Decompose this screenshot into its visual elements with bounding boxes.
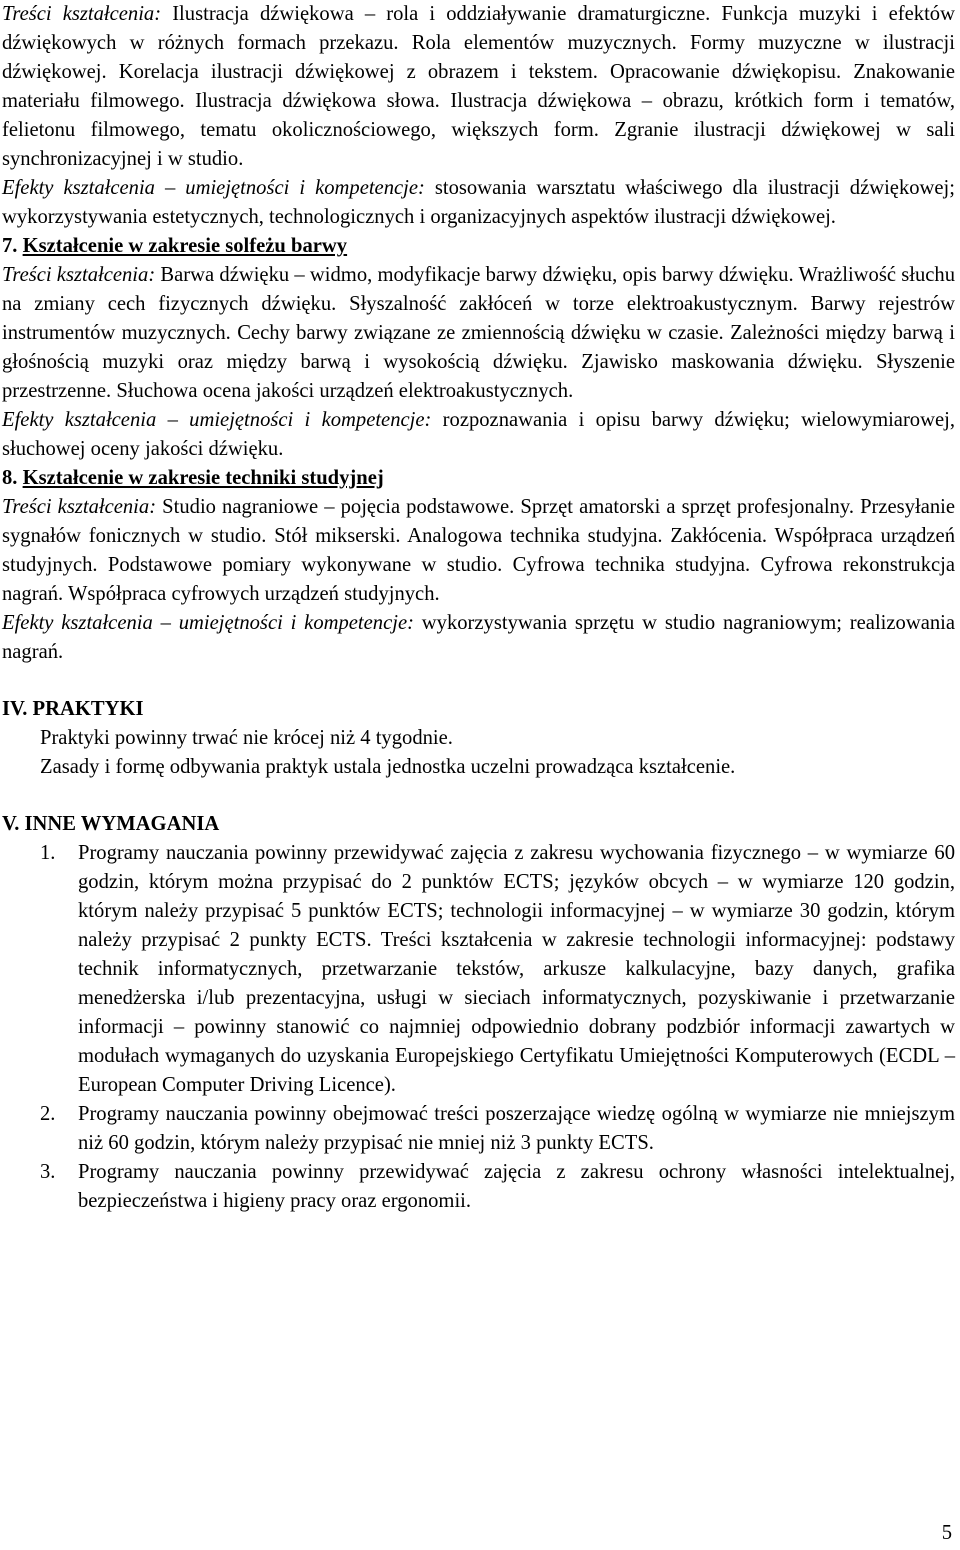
- section-8-title: Kształcenie w zakresie techniki studyjnej: [22, 467, 384, 489]
- intro-content-paragraph: [2, 0, 955, 174]
- content-text: Studio nagraniowe – pojęcia podstawowe. Sprzęt amatorski a sprzęt profesjonalny. Przesyłanie sygnałów fonicznych w studio. Stół mikserski. Analogowa technika studyjna. Zakłócenia. Współpraca urządzeń studyjnych. Podstawowe pomiary wykonywane w studio. Cyfrowa technika studyjna. Cyfrowa rekonstrukcja nagrań. Współpraca cyfrowych urządzeń studyjnych.: [2, 496, 955, 605]
- outcomes-lead: Efekty kształcenia – umiejętności i kompetencje:: [2, 612, 414, 634]
- list-item-number: 1.: [40, 842, 56, 864]
- section-8-heading: [2, 464, 955, 493]
- section-8-outcomes-paragraph: [2, 609, 955, 667]
- outcomes-text: wykorzystywania sprzętu w studio nagraniowym; realizowania nagrań.: [2, 612, 956, 663]
- list-item-number: 3.: [40, 1161, 56, 1183]
- list-item-text: Programy nauczania powinny obejmować treści poszerzające wiedzę ogólną w wymiarze nie mniejszym niż 60 godzin, którym należy przypisać nie mniej niż 3 punkty ECTS.: [78, 1103, 955, 1154]
- section-7-title: Kształcenie w zakresie solfeżu barwy: [22, 235, 348, 257]
- list-item: [2, 839, 955, 1100]
- requirements-list: [2, 839, 955, 1216]
- part-5-heading: V. INNE WYMAGANIA: [2, 813, 220, 835]
- content-lead: Treści kształcenia:: [2, 496, 157, 518]
- outcomes-text: stosowania warsztatu właściwego dla ilustracji dźwiękowej; wykorzystywania estetycznych, technologicznych i organizacyjnych aspektów ilustracji dźwiękowej.: [2, 177, 955, 228]
- intro-outcomes-paragraph: [2, 174, 955, 232]
- section-8-content-paragraph: [2, 493, 955, 609]
- content-lead: Treści kształcenia:: [2, 264, 156, 286]
- part-4-heading: IV. PRAKTYKI: [2, 698, 144, 720]
- list-item-number: 2.: [40, 1103, 56, 1125]
- list-item: [2, 1158, 955, 1216]
- list-item: [2, 1100, 955, 1158]
- content-text: Ilustracja dźwiękowa – rola i oddziaływanie dramaturgiczne. Funkcja muzyki i efektów dźwiękowych w różnych formach przekazu. Rola elementów muzycznych. Formy muzyczne w ilustracji dźwiękowej. Korelacja ilustracji dźwiękowej z obrazem i tekstem. Opracowanie dźwiękopisu. Znakowanie materiału filmowego. Ilustracja dźwiękowa słowa. Ilustracja dźwiękowa – obrazu, krótkich form i tematów, felietonu filmowego, tematu okolicznościowego, większych form. Zgranie ilustracji dźwiękowej w sali synchronizacyjnej i w studio.: [2, 3, 955, 170]
- part-4-line-2: Zasady i formę odbywania praktyk ustala jednostka uczelni prowadząca kształcenie.: [40, 756, 736, 778]
- spacer: [2, 782, 955, 810]
- part-4-line-1: Praktyki powinny trwać nie krócej niż 4 tygodnie.: [40, 727, 453, 749]
- list-item-text: Programy nauczania powinny przewidywać zajęcia z zakresu wychowania fizycznego – w wymiarze 60 godzin, którym można przypisać do 2 punktów ECTS; języków obcych – w wymiarze 120 godzin, którym należy przypisać 5 punktów ECTS; technologii informacyjnej – w wymiarze 30 godzin, którym należy przypisać 2 punkty ECTS. Treści kształcenia w zakresie technologii informacyjnej: podstawy technik informatycznych, przetwarzanie tekstów, arkusze kalkulacyjne, bazy danych, grafika menedżerska i/lub prezentacyjna, usługi w sieciach informatycznych, pozyskiwanie i przetwarzanie informacji – powinny stanowić co najmniej odpowiednio dobrany podzbiór informacji zawartych w modułach wymaganych do uzyskania Europejskiego Certyfikatu Umiejętności Komputerowych (ECDL – European Computer Driving Licence).: [78, 842, 955, 1096]
- outcomes-lead: Efekty kształcenia – umiejętności i kompetencje:: [2, 409, 432, 431]
- page-number: 5: [941, 1522, 952, 1544]
- section-7-outcomes-paragraph: [2, 406, 955, 464]
- spacer: [2, 667, 955, 695]
- outcomes-lead: Efekty kształcenia – umiejętności i kompetencje:: [2, 177, 425, 199]
- outcomes-text: rozpoznawania i opisu barwy dźwięku; wielowymiarowej, słuchowej oceny jakości dźwięku.: [2, 409, 955, 460]
- section-7-content-paragraph: [2, 261, 955, 406]
- content-text: Barwa dźwięku – widmo, modyfikacje barwy dźwięku, opis barwy dźwięku. Wrażliwość słuchu na zmiany cech fizycznych dźwięku. Słyszalność zakłóceń w torze elektroakustycznym. Barwy rejestrów instrumentów muzycznych. Cechy barwy związane ze zmiennością dźwięku w czasie. Zależności między barwą i głośnością muzyki oraz między barwą i wysokością dźwięku. Zjawisko maskowania dźwięku. Słyszenie przestrzenne. Słuchowa ocena jakości urządzeń elektroakustycznych.: [2, 264, 955, 402]
- content-lead: Treści kształcenia:: [2, 3, 162, 25]
- section-8-number: 8.: [2, 467, 18, 489]
- list-item-text: Programy nauczania powinny przewidywać zajęcia z zakresu ochrony własności intelektualnej, bezpieczeństwa i higieny pracy oraz ergonomii.: [78, 1161, 955, 1212]
- section-7-number: 7.: [2, 235, 18, 257]
- section-7-heading: [2, 232, 955, 261]
